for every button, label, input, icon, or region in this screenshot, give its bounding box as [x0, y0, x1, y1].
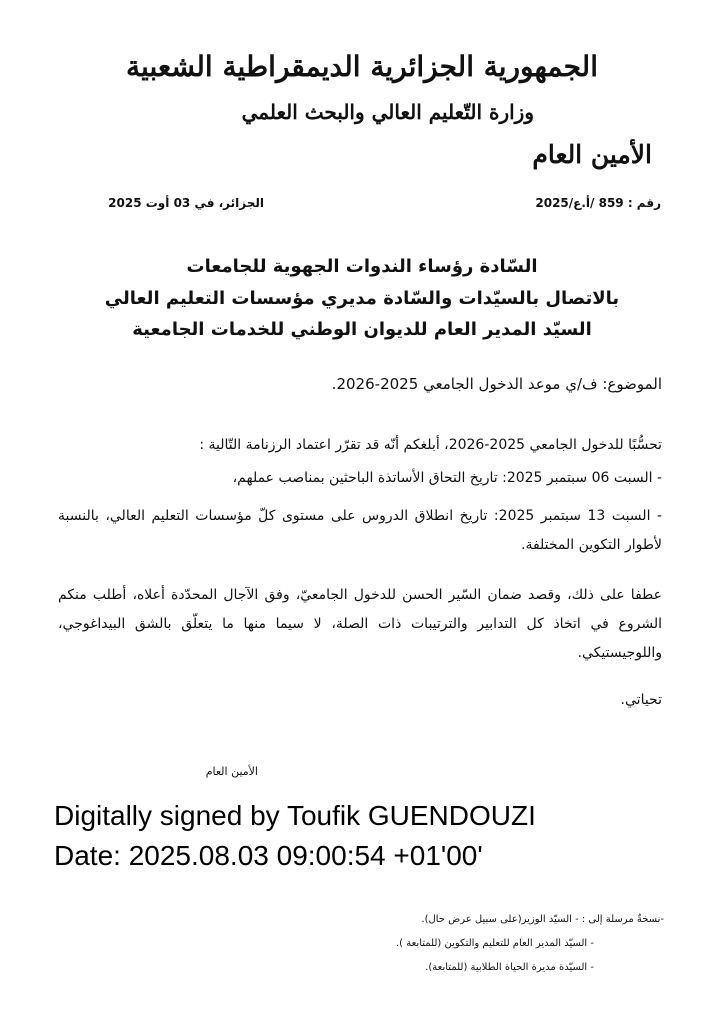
signatory-title: الأمين العام [205, 765, 258, 778]
ministry-header: وزارة التّعليم العالي والبحث العلمي [241, 100, 534, 124]
digital-signature-date: Date: 2025.08.03 09:00:54 +01'00' [54, 840, 483, 871]
addressee-line: بالاتصال بالسيّدات والسّادة مديري مؤسسات التعليم العالي [104, 288, 620, 309]
reference-number: رقم : 859 /أ.ع/2025 [535, 196, 661, 210]
body-paragraph: عطفا على ذلك، وقصد ضمان السّير الحسن للدخول الجامعيّ، وفق الآجال المحدّدة أعلاه، أطلب منكم الشروع في اتخاذ كل التدابير والترتيبات ذات الصلة، لا سيما منها ما يتعلّق بالشق البيداغوجي، واللوجيستيكي. [58, 587, 662, 661]
country-header: الجمهورية الجزائرية الديمقراطية الشعبية [125, 50, 598, 83]
copy-recipient: -نسخةٌ مرسلة إلى : - السيّد الوزير(على سبيل عرض حال). [421, 914, 664, 925]
subject-line: الموضوع: ف/ي موعد الدخول الجامعي 2025-2026. [331, 375, 662, 393]
body-intro: تحسُّبًا للدخول الجامعي 2025-2026، أبلغكم أنّه قد تقرّر اعتماد الرزنامة التّالية : [199, 437, 662, 453]
place-date: الجزائر، في 03 أوت 2025 [108, 196, 264, 210]
office-title: الأمين العام [532, 140, 652, 169]
addressee-line: السّادة رؤساء الندوات الجهوية للجامعات [186, 256, 538, 277]
copy-recipient: - السيّدة مديرة الحياة الطلابية (للمتابعة). [425, 962, 594, 973]
calendar-item: - السبت 06 سبتمبر 2025: تاريخ التحاق الأساتذة الباحثين بمناصب عملهم، [232, 470, 662, 486]
calendar-item: - السبت 13 سبتمبر 2025: تاريخ انطلاق الدروس على مستوى كلّ مؤسسات التعليم العالي، بالنسبة لأطوار التكوين المختلفة. [58, 508, 662, 553]
addressee-line: السيّد المدير العام للديوان الوطني للخدمات الجامعية [132, 319, 592, 340]
copy-recipient: - السيّد المدير العام للتعليم والتكوين (للمتابعة ). [395, 938, 594, 949]
closing-line: تحياتي. [620, 692, 662, 708]
digital-signature-line: Digitally signed by Toufik GUENDOUZI [54, 800, 536, 831]
